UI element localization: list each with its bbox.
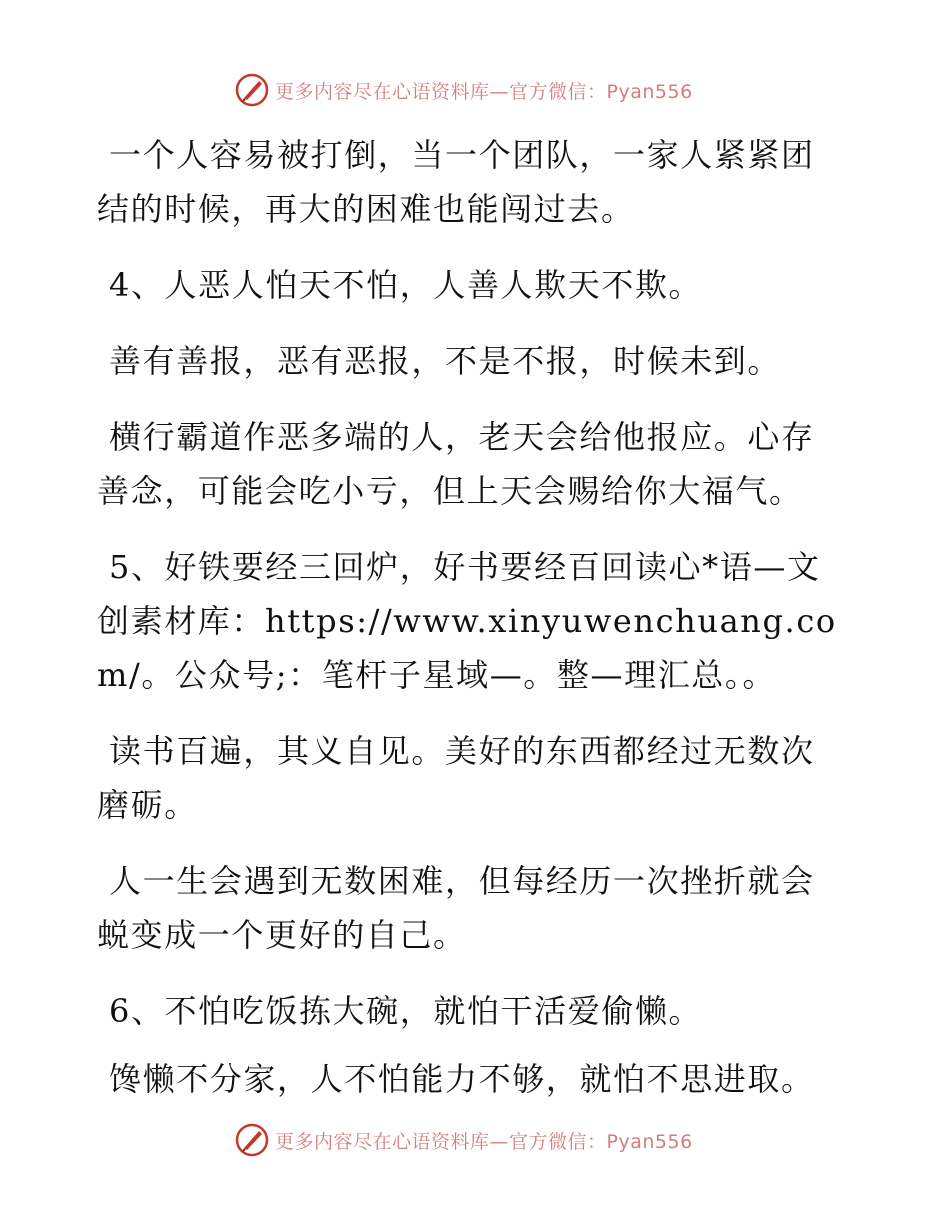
paragraph-8: 6、不怕吃饭拣大碗，就怕干活爱偷懒。 bbox=[109, 992, 703, 1030]
paragraph-4: 横行霸道作恶多端的人，老天会给他报应。心存善念，可能会吃小亏，但上天会赐给你大福气。 bbox=[97, 418, 815, 510]
paragraph-2: 4、人恶人怕天不怕，人善人欺天不欺。 bbox=[109, 266, 703, 304]
paragraph-3: 善有善报，恶有恶报，不是不报，时候未到。 bbox=[109, 342, 782, 380]
paragraph-1: 一个人容易被打倒，当一个团队，一家人紧紧团结的时候，再大的困难也能闯过去。 bbox=[97, 136, 815, 228]
header-watermark bbox=[235, 72, 693, 108]
document-body bbox=[97, 128, 837, 1120]
paragraph-9: 馋懒不分家，人不怕能力不够，就怕不思进取。 bbox=[109, 1060, 815, 1098]
watermark-text: 更多内容尽在心语资料库—官方微信：Pyan556 bbox=[275, 1130, 693, 1153]
quill-pen-logo-icon bbox=[235, 1123, 269, 1157]
quill-pen-logo-icon bbox=[235, 73, 269, 107]
footer-watermark bbox=[235, 1122, 693, 1158]
paragraph-7: 人一生会遇到无数困难，但每经历一次挫折就会蜕变成一个更好的自己。 bbox=[97, 862, 815, 954]
watermark-text: 更多内容尽在心语资料库—官方微信：Pyan556 bbox=[275, 80, 693, 103]
paragraph-6: 读书百遍，其义自见。美好的东西都经过无数次磨砺。 bbox=[97, 732, 815, 824]
paragraph-5: 5、好铁要经三回炉，好书要经百回读心*语—文创素材库：https://www.xinyuwenchuang.com/。公众号;：笔杆子星域—。整—理汇总。。 bbox=[97, 548, 837, 694]
